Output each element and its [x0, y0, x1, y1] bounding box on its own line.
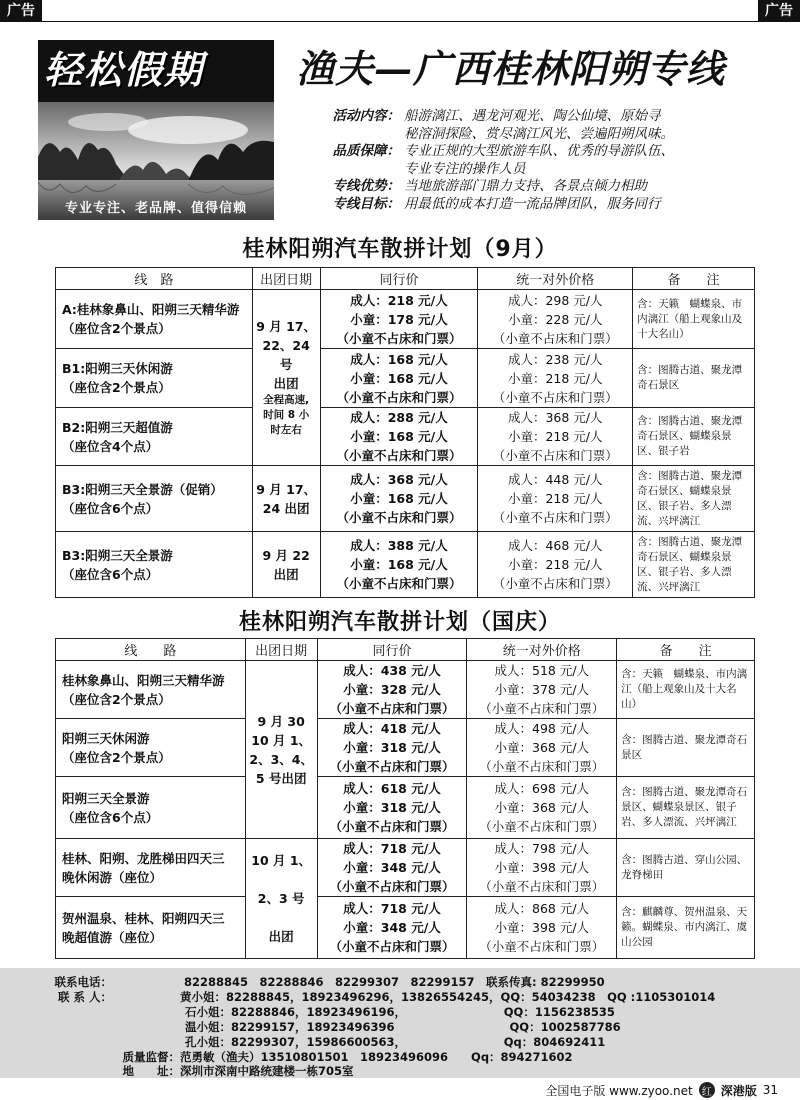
note-cell: 含：图腾古道、聚龙潭奇石景区、蝴蝶泉景区、银子岩、多人漂流、兴坪漓江 — [633, 532, 755, 598]
info-row — [300, 178, 780, 196]
contact-row — [0, 974, 800, 989]
footer-site[interactable]: 全国电子版 www.zyoo.net — [545, 1083, 693, 1098]
price-child: 小童：168 元/人 — [350, 429, 448, 444]
date-cell — [252, 466, 320, 532]
note-cell: 含：天籁 蝴蝶泉、市内漓江（船上观象山及十大名山） — [633, 290, 755, 349]
price-child: 小童：348 元/人 — [343, 860, 441, 875]
page-footer — [545, 1080, 778, 1100]
price-remark: （小童不占床和门票） — [336, 389, 462, 405]
route-name: B3:阳朔三天全景游 — [62, 547, 173, 563]
contact-row — [0, 1019, 800, 1034]
info-key: 品质保障： — [332, 143, 400, 159]
price-remark: （小童不占床和门票） — [336, 510, 462, 525]
price-adult: 成人：468 元/人 — [507, 538, 603, 553]
date-line — [248, 870, 315, 889]
table-row — [56, 897, 755, 959]
price-remark: （小童不占床和门票） — [479, 759, 605, 774]
price-remark: （小童不占床和门票） — [492, 510, 618, 525]
col-header-date: 出团日期 — [252, 268, 320, 290]
price-child: 小童：228 元/人 — [507, 311, 603, 327]
route-detail: （座位含2个景点） — [62, 749, 171, 765]
date-line: 2、3、4、 — [249, 751, 313, 767]
price-remark: （小童不占床和门票） — [492, 576, 618, 591]
price-child: 小童：318 元/人 — [343, 800, 441, 815]
contact-block — [0, 968, 800, 1078]
peer-price-cell — [320, 408, 478, 466]
price-adult: 成人：218 元/人 — [350, 292, 448, 308]
ad-label-right: 广告 — [758, 0, 800, 22]
peer-price-cell — [317, 719, 467, 777]
peer-price-cell — [320, 349, 478, 408]
date-line: 出团 — [268, 929, 294, 944]
contact-row — [0, 1063, 800, 1078]
col-header-note: 备 注 — [617, 639, 755, 661]
contact-key: 联系电话： — [54, 975, 112, 989]
info-block — [300, 108, 780, 213]
public-price-cell — [478, 290, 633, 349]
price-adult: 成人：288 元/人 — [350, 410, 448, 425]
price-child: 小童：218 元/人 — [507, 370, 603, 386]
price-remark: （小童不占床和门票） — [492, 330, 618, 346]
date-line — [248, 908, 315, 927]
info-value — [400, 178, 647, 196]
col-header-peer-price: 同行价 — [320, 268, 478, 290]
price-adult: 成人：168 元/人 — [350, 351, 448, 367]
contact-key: 温小姐： — [185, 1020, 231, 1034]
public-price-cell — [467, 839, 617, 897]
date-line: 9 月 22 — [262, 547, 310, 563]
table-row — [56, 777, 755, 839]
contact-text: 82299307，15986600563， Qq：804692411 — [231, 1035, 606, 1049]
price-child: 小童：368 元/人 — [494, 800, 590, 815]
route-cell — [56, 349, 253, 408]
info-line: 船游漓江、遇龙河观光、陶公仙境、原始寻 — [404, 108, 661, 124]
peer-price-cell — [320, 290, 478, 349]
ad-label-left: 广告 — [0, 0, 42, 22]
contact-key: 地 址： — [122, 1064, 180, 1078]
note-cell: 含：图腾古道、聚龙潭奇石景区、蝴蝶泉景区、银子岩、多人漂流、兴坪漓江 — [633, 466, 755, 532]
info-key: 活动内容： — [332, 108, 400, 124]
route-detail: （座位含4个点） — [62, 438, 159, 454]
col-header-peer-price: 同行价 — [317, 639, 467, 661]
table-header-row — [56, 268, 755, 290]
info-row — [300, 143, 780, 178]
price-child: 小童：168 元/人 — [350, 557, 448, 572]
price-remark: （小童不占床和门票） — [329, 701, 455, 716]
public-price-cell — [467, 897, 617, 959]
price-remark: （小童不占床和门票） — [479, 701, 605, 716]
date-note: 全程高速, — [263, 394, 310, 406]
col-header-public-price: 统一对外价格 — [478, 268, 633, 290]
date-note: 时左右 — [270, 424, 302, 436]
info-key: 专线优势： — [332, 178, 400, 194]
note-cell: 含：图腾古道、聚龙潭奇石景区、蝴蝶泉景区、银子岩 — [633, 408, 755, 466]
date-line: 出团 — [273, 566, 299, 582]
plan-sept-table — [55, 267, 755, 598]
price-adult: 成人：438 元/人 — [343, 663, 441, 678]
price-child: 小童：218 元/人 — [507, 429, 603, 444]
price-adult: 成人：718 元/人 — [343, 901, 441, 916]
table-row — [56, 532, 755, 598]
hero-tagline: 专业专注、老品牌、值得信赖 — [64, 201, 247, 216]
contact-text: 82288846，18923496196， QQ：1156238535 — [231, 1005, 615, 1019]
price-child: 小童：398 元/人 — [494, 920, 590, 935]
date-line: 10 月 1、 — [251, 853, 312, 868]
price-adult: 成人：238 元/人 — [507, 351, 603, 367]
table-header-row — [56, 639, 755, 661]
info-line: 专业正规的大型旅游车队、优秀的导游队伍、 — [404, 143, 674, 159]
contact-text: 黄小姐：82288845，18923496296，13826554245，QQ：54034238 QQ :1105301014 — [180, 990, 716, 1004]
price-adult: 成人：718 元/人 — [343, 841, 441, 856]
route-detail: 晚超值游（座位） — [62, 929, 163, 945]
price-remark: （小童不占床和门票） — [329, 879, 455, 894]
route-detail: 晚休闲游（座位） — [62, 869, 163, 885]
date-line: 10 月 1、 — [251, 732, 312, 748]
date-line: 9 月 17、 — [256, 481, 317, 497]
col-header-route: 线 路 — [56, 639, 246, 661]
price-remark: （小童不占床和门票） — [329, 819, 455, 834]
table-row — [56, 719, 755, 777]
route-detail: （座位含2个景点） — [62, 380, 171, 395]
public-price-cell — [467, 777, 617, 839]
route-cell — [56, 532, 253, 598]
route-cell — [56, 897, 246, 959]
price-child: 小童：318 元/人 — [343, 740, 441, 755]
contact-text: 82288845 82288846 82299307 82299157 联系传真: 82299950 — [184, 975, 605, 989]
public-price-cell — [467, 661, 617, 719]
public-price-cell — [478, 349, 633, 408]
price-remark: （小童不占床和门票） — [336, 576, 462, 591]
plan-national-table — [55, 638, 755, 959]
price-child: 小童：218 元/人 — [507, 491, 603, 506]
route-name: 阳朔三天休闲游 — [62, 730, 150, 746]
note-cell: 含：图腾古道、聚龙潭奇石景区 — [633, 349, 755, 408]
price-adult: 成人：298 元/人 — [507, 292, 603, 308]
public-price-cell — [478, 408, 633, 466]
note-cell: 含：图腾古道、聚龙潭奇石景区、蝴蝶泉景区、银子岩、多人漂流、兴坪漓江 — [617, 777, 755, 839]
price-remark: （小童不占床和门票） — [336, 448, 462, 463]
price-child: 小童：378 元/人 — [494, 682, 590, 697]
route-cell — [56, 719, 246, 777]
main-title: 渔夫—广西桂林阳朔专线 — [296, 46, 726, 91]
table-row — [56, 349, 755, 408]
contact-text: 深圳市深南中路统建楼一栋705室 — [180, 1064, 354, 1078]
date-line: 22、24 号 — [262, 338, 310, 372]
route-detail: （座位含6个点） — [62, 809, 159, 825]
peer-price-cell — [317, 777, 467, 839]
info-row — [300, 108, 780, 143]
price-adult: 成人：418 元/人 — [343, 721, 441, 736]
price-remark: （小童不占床和门票） — [479, 879, 605, 894]
route-detail: （座位含6个点） — [62, 566, 159, 582]
price-adult: 成人：498 元/人 — [494, 721, 590, 736]
contact-key: 质量监督： — [122, 1050, 180, 1064]
route-detail: （座位含6个点） — [62, 500, 159, 516]
route-name: B3:阳朔三天全景游（促销） — [62, 481, 223, 497]
contact-text: 范勇敏（渔夫）13510801501 18923496096 Qq：894271602 — [180, 1050, 573, 1064]
col-header-date: 出团日期 — [245, 639, 317, 661]
price-remark: （小童不占床和门票） — [479, 939, 605, 954]
table-row — [56, 661, 755, 719]
col-header-note: 备 注 — [633, 268, 755, 290]
price-child: 小童：328 元/人 — [343, 682, 441, 697]
contact-row — [0, 1034, 800, 1049]
price-child: 小童：218 元/人 — [507, 557, 603, 572]
price-adult: 成人：518 元/人 — [494, 663, 590, 678]
info-line: 专业专注的操作人员 — [404, 160, 526, 177]
public-price-cell — [467, 719, 617, 777]
info-key: 专线目标： — [332, 195, 400, 212]
price-child: 小童：348 元/人 — [343, 920, 441, 935]
route-name: B2:阳朔三天超值游 — [62, 419, 173, 435]
note-cell: 含：图腾古道、聚龙潭奇石景区 — [617, 719, 755, 777]
route-cell — [56, 466, 253, 532]
price-child: 小童：178 元/人 — [350, 311, 448, 327]
route-name: A:桂林象鼻山、阳朔三天精华游 — [62, 302, 240, 317]
info-row — [300, 196, 780, 214]
price-adult: 成人：798 元/人 — [494, 841, 590, 856]
peer-price-cell — [317, 897, 467, 959]
hero-title: 轻松假期 — [44, 47, 205, 92]
peer-price-cell — [317, 839, 467, 897]
price-adult: 成人：868 元/人 — [494, 901, 590, 916]
plan-sept-title: 桂林阳朔汽车散拼计划（9月） — [242, 237, 558, 262]
contact-row — [0, 1004, 800, 1019]
top-divider — [0, 21, 800, 22]
price-child: 小童：368 元/人 — [494, 740, 590, 755]
peer-price-cell — [320, 466, 478, 532]
plan-national-title: 桂林阳朔汽车散拼计划（国庆） — [238, 610, 561, 635]
contact-row — [0, 989, 800, 1004]
route-cell — [56, 408, 253, 466]
contact-key: 孔小姐： — [185, 1035, 231, 1049]
peer-price-cell — [320, 532, 478, 598]
price-child: 小童：168 元/人 — [350, 370, 448, 386]
contact-key: 石小姐： — [185, 1005, 231, 1019]
route-detail: （座位含2个景点） — [62, 321, 171, 336]
contact-row — [0, 1049, 800, 1064]
info-value — [400, 196, 661, 214]
price-child: 小童：398 元/人 — [494, 860, 590, 875]
peer-price-cell — [317, 661, 467, 719]
route-cell — [56, 777, 246, 839]
date-cell — [245, 661, 317, 839]
price-remark: （小童不占床和门票） — [329, 759, 455, 774]
info-value — [400, 108, 674, 143]
hero-image — [38, 40, 274, 220]
price-remark: （小童不占床和门票） — [492, 389, 618, 405]
table-row — [56, 408, 755, 466]
note-cell: 含：图腾古道、穿山公园、龙脊梯田 — [617, 839, 755, 897]
route-name: B1:阳朔三天休闲游 — [62, 361, 173, 376]
route-detail: （座位含2个景点） — [62, 691, 171, 707]
route-cell — [56, 839, 246, 897]
contact-key: 联 系 人： — [57, 990, 112, 1004]
date-line: 2、3 号 — [257, 891, 305, 906]
date-cell — [252, 532, 320, 598]
date-cell — [245, 839, 317, 959]
price-child: 小童：168 元/人 — [350, 491, 448, 506]
price-adult: 成人：448 元/人 — [507, 472, 603, 487]
publisher-logo-icon: 红 — [699, 1082, 715, 1098]
price-remark: （小童不占床和门票） — [492, 448, 618, 463]
footer-edition: 深港版 — [720, 1083, 757, 1098]
price-adult: 成人：698 元/人 — [494, 781, 590, 796]
date-note: 时间 8 小 — [263, 409, 310, 421]
table-row — [56, 839, 755, 897]
price-remark: （小童不占床和门票） — [479, 819, 605, 834]
route-cell — [56, 661, 246, 719]
price-adult: 成人：368 元/人 — [507, 410, 603, 425]
route-name: 桂林象鼻山、阳朔三天精华游 — [62, 672, 225, 688]
route-name: 桂林、阳朔、龙胜梯田四天三 — [62, 850, 225, 866]
price-adult: 成人：618 元/人 — [343, 781, 441, 796]
price-remark: （小童不占床和门票） — [336, 330, 462, 346]
date-line: 9 月 30 — [257, 713, 305, 729]
route-name: 贺州温泉、桂林、阳朔四天三 — [62, 910, 225, 926]
table-row — [56, 466, 755, 532]
date-line: 24 出团 — [262, 500, 310, 516]
note-cell: 含：麒麟尊、贺州温泉、天籁。蝴蝶泉、市内漓江、虞山公园 — [617, 897, 755, 959]
public-price-cell — [478, 466, 633, 532]
route-cell — [56, 290, 253, 349]
info-line: 秘溶洞探险、赏尽漓江风光、尝遍阳朔风味。 — [404, 125, 674, 142]
info-value — [400, 143, 674, 178]
date-cell — [252, 290, 320, 466]
col-header-route: 线 路 — [56, 268, 253, 290]
date-line: 5 号出团 — [255, 770, 307, 786]
date-line: 9 月 17、 — [256, 319, 317, 334]
price-adult: 成人：388 元/人 — [350, 538, 448, 553]
price-adult: 成人：368 元/人 — [350, 472, 448, 487]
price-remark: （小童不占床和门票） — [329, 939, 455, 954]
info-line: 当地旅游部门鼎力支持、各景点倾力相助 — [404, 178, 647, 194]
note-cell: 含：天籁 蝴蝶泉、市内漓江（船上观象山及十大名山） — [617, 661, 755, 719]
route-name: 阳朔三天全景游 — [62, 790, 150, 806]
page-number: 31 — [762, 1083, 778, 1097]
info-line: 用最低的成本打造一流品牌团队，服务同行 — [404, 195, 661, 212]
contact-text: 82299157，18923496396 QQ：1002587786 — [231, 1020, 621, 1034]
table-row — [56, 290, 755, 349]
public-price-cell — [478, 532, 633, 598]
date-line: 出团 — [273, 376, 299, 391]
col-header-public-price: 统一对外价格 — [467, 639, 617, 661]
